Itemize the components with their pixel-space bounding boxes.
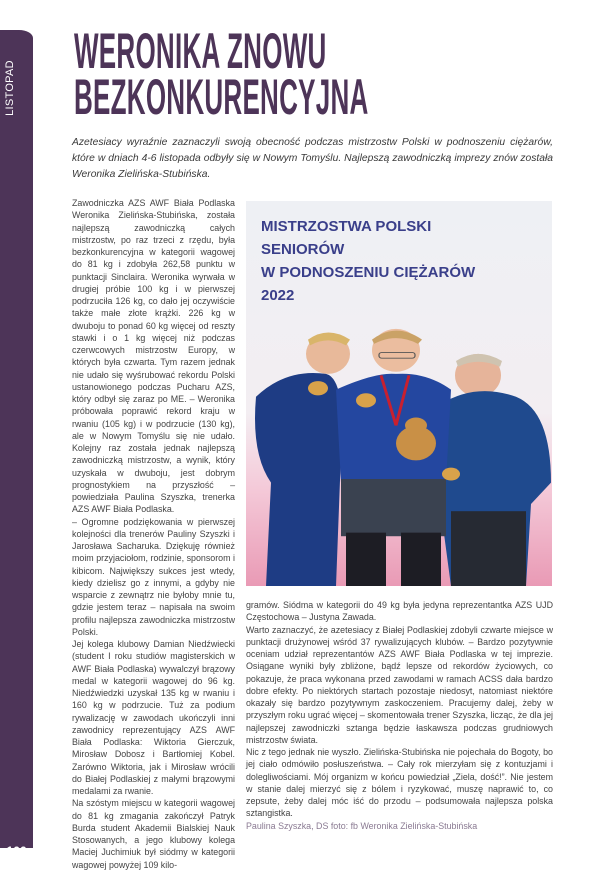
banner-text: 2022 — [261, 287, 295, 304]
athletes-photo — [246, 201, 552, 586]
paragraph: Na szóstym miejscu w kategorii wagowej do 81 kg zmagania zakończył Patryk Burda student Akademii Bialskiej Nauk Stosowanych, a jego klubowy kolega Maciej Juchimiuk był siódmy w kategorii wagowej powyżej 109 kilo- — [72, 798, 235, 870]
text-column-left — [72, 197, 235, 871]
paragraph: Jej kolega klubowy Damian Niedźwiecki (student I roku studiów magisterskich w AWF Biała Podlaska) wywalczył brązowy medal w kategorii wagowej do 96 kg. Niedźwiedzki uzyskał 135 kg w rwaniu i 160 kg w podrzucie. Tuż za podium rywalizację w zawodach ukończyli inni zawodnicy reprezentujący AZS AWF Biała Podlaska: Wiktoria Gierczuk, Mirosław Dobosz i Bartłomiej Kobel. Zarówno Wiktoria, jak i Mirosław wrócili do Białej Podlaskiej z małymi brązowymi medalami za rwanie. — [72, 639, 235, 796]
article-lead: Azetesiacy wyraźnie zaznaczyli swoją obecność podczas mistrzostw Polski w podnoszeniu ciężarów, które w dniach 4-6 listopada odbyły się w Nowym Tomyślu. Najlepszą zawodniczką imprezy znów została Weronika Zielińska-Stubińska. — [72, 137, 553, 180]
photo-credit: Paulina Szyszka, DS foto: fb Weronika Zielińska-Stubińska — [246, 820, 478, 831]
page-number: 166 — [6, 844, 27, 858]
section-label: LISTOPAD — [4, 60, 16, 116]
banner-text: SENIORÓW — [261, 241, 345, 258]
medal — [308, 381, 328, 395]
title-line-2: BEZKONKURENCYJNA — [74, 69, 369, 125]
paragraph: Zawodniczka AZS AWF Biała Podlaska Weronika Zielińska-Stubińska, została najlepszą zawodniczką całych mistrzostw, po raz trzeci z rzędu, była bezkonkurencyjna w kategorii wagowej do 81 kg i zdobyła 262,58 punktu w punktacji Sinclaira. Weronika wyrwała w drugiej próbie 100 kg i w pierwszej podrzuciła 126 kg, co dało jej oczywiście także małe złote krążki. 226 kg w dwuboju to ponad 60 kg więcej od reszty stawki i o 1 kg więcej niż podczas czerwcowych mistrzostw Europy, w których była czwarta. Tym razem jednak nie udało się wyśrubować rekordu Polski ustanowionego podczas Pucharu AZS, który odbył się zaraz po ME. – Weronika próbowała poprawić rekord kraju w rwaniu (105 kg) i w podrzucie (130 kg), ale w Nowym Tomyślu się nie udało. Kolejny raz została jednak najlepszą zawodniczką mistrzostw, a wynik, który uzyskała w dwuboju, jest dobrym prognostykiem na przyszłość – powiedziała Paulina Szyszka, trenerka AZS AWF Biała Podlaska. — [72, 198, 235, 515]
section-sidebar — [0, 30, 33, 858]
banner-text: W PODNOSZENIU CIĘŻARÓW — [261, 264, 476, 281]
article-title — [74, 23, 369, 125]
medal — [442, 468, 460, 481]
banner-text: MISTRZOSTWA POLSKI — [261, 218, 432, 235]
text-column-right — [246, 599, 553, 832]
paragraph: Nic z tego jednak nie wyszło. Zielińska-Stubińska nie pojechała do Bogoty, bo jej ciało odmówiło posłuszeństwa. – Cały rok mierzyłam się z kontuzjami i dolegliwościami. Mój organizm w końcu powiedział „Ziela, dość!”. Nie jestem w stanie dalej mierzyć się z bólem i ryzykować, muszę naprawić to, co zepsute, żeby dalej móc iść do przodu – podsumowała najlepsza polska sztangistka. — [246, 747, 553, 819]
paragraph: gramów. Siódma w kategorii do 49 kg była jedyna reprezentantka AZS UJD Częstochowa – Justyna Zawada. — [246, 600, 553, 623]
title-line-1: WERONIKA ZNOWU — [74, 23, 327, 79]
paragraph: Warto zaznaczyć, że azetesiacy z Białej Podlaskiej zdobyli czwarte miejsce w punktacji drużynowej wśród 37 rywalizujących klubów. – Bardzo pozytywnie oceniam udział reprezentantów AZS AWF Biała Podlaska w tej imprezie. Osiągane wyniki były zbliżone, bądź lepsze od rekordów życiowych, co pokazuje, że praca wykonana przed zawodami w ramach ACSS dała bardzo dobre efekty. Po niektórych startach pozostaje niedosyt, natomiast niektóre okazały się bardzo pozytywnym zaskoczeniem. Pracujemy dalej, żeby w przyszłym roku ugrać więcej – skomentowała trener Szyszka, licząc, że dla jej najlepszej zawodniczki sztanga będzie łaskawsza podczas grudniowych mistrzostw świata. — [246, 624, 553, 745]
paragraph: – Ogromne podziękowania w pierwszej kolejności dla trenerów Pauliny Szyszki i Jarosława Sacharuka. Dziękuję również moim przyjaciołom, rodzinie, sponsorom i kibicom. Największy sukces jest wtedy, kiedy dzielisz go z innymi, a gdyby nie wsparcie z zewnątrz nie byłoby mnie tu, gdzie jestem teraz – napisała na swoim profilu najlepsza zawodniczka mistrzostw Polski. — [72, 516, 235, 637]
